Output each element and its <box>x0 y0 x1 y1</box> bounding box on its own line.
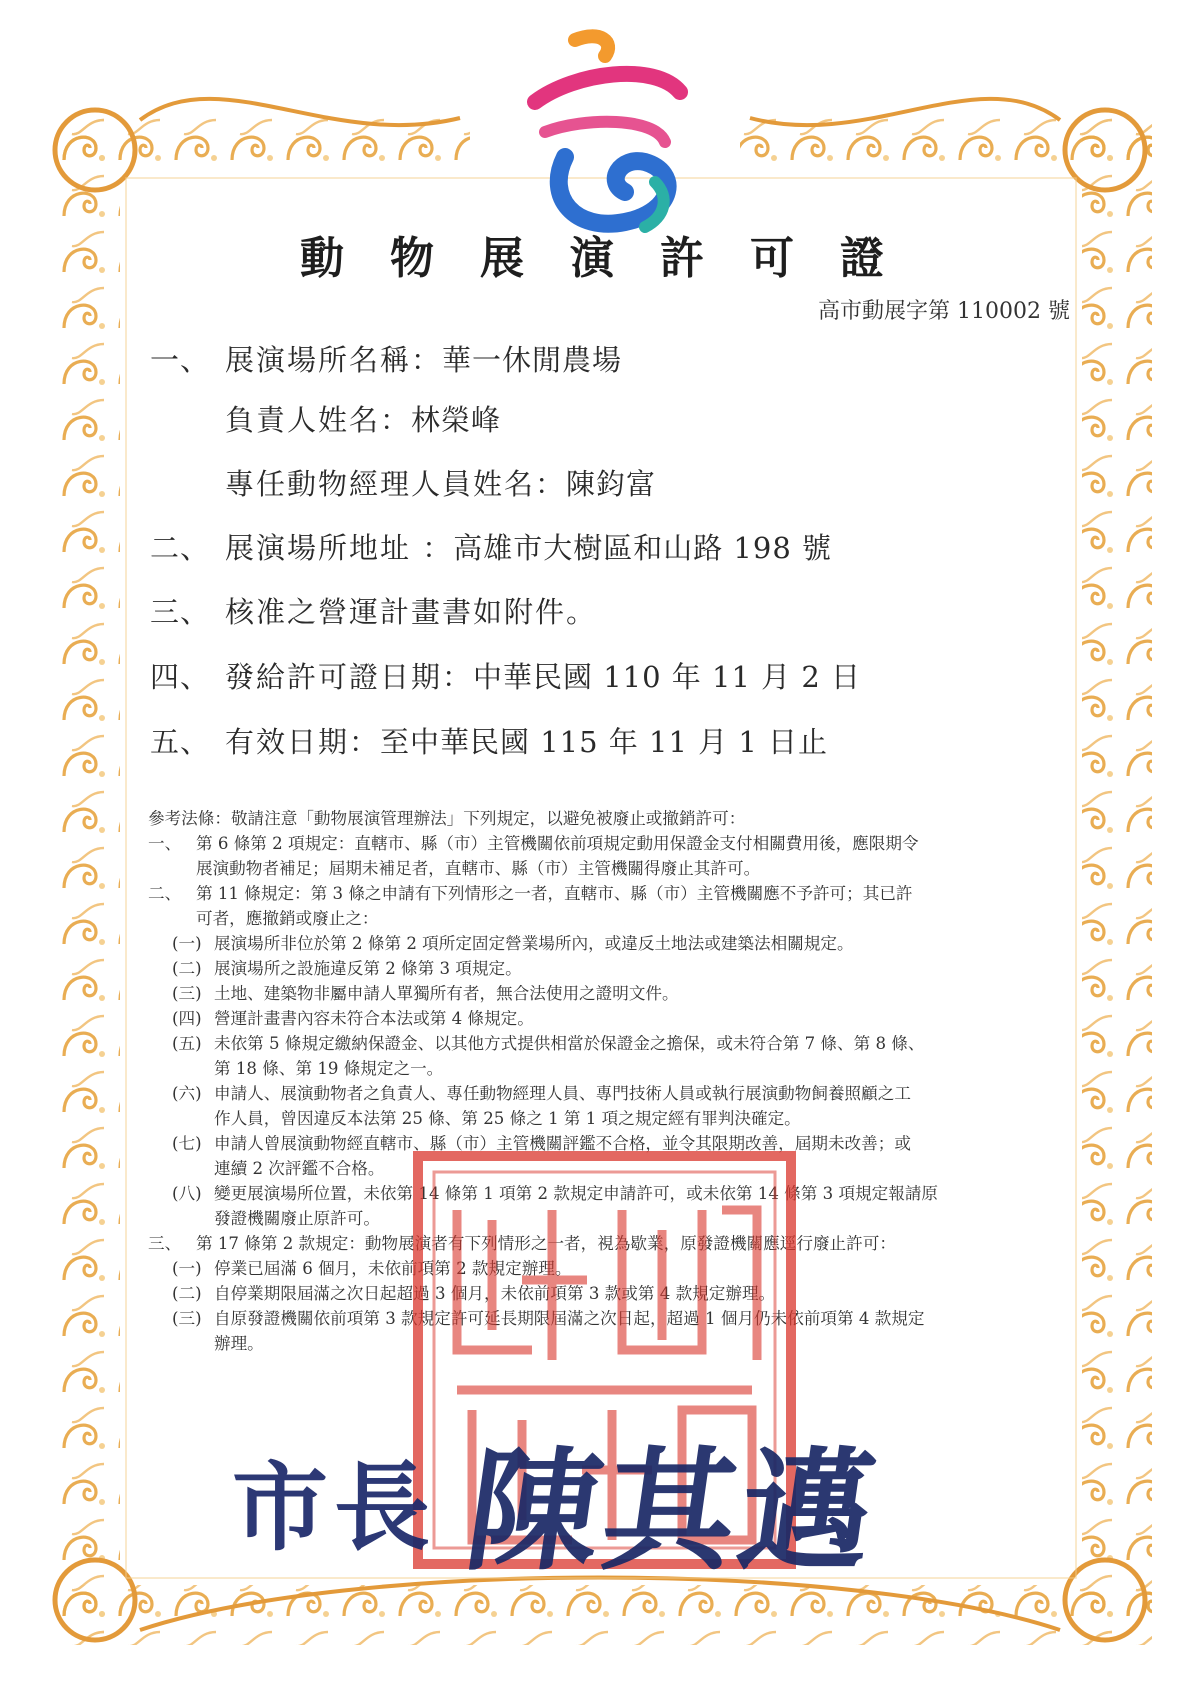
field-owner-name <box>150 398 501 439</box>
field-issue-date <box>150 655 861 696</box>
note-prefix: 三、 <box>148 1234 182 1253</box>
note-text: 第 18 條、第 19 條規定之一。 <box>214 1059 444 1078</box>
field-label: 展演場所名稱： <box>225 343 443 377</box>
note-prefix: (二) <box>172 1284 202 1303</box>
field-label: 專任動物經理人員姓名： <box>225 467 567 501</box>
note-prefix: (二) <box>172 959 202 978</box>
field-label: 有效日期： <box>225 725 381 759</box>
kaohsiung-city-logo <box>505 22 705 242</box>
note-text: 可者，應撤銷或廢止之： <box>196 909 379 928</box>
field-value: 高雄市大樹區和山路 198 號 <box>453 531 833 565</box>
field-value: 林榮峰 <box>411 403 502 437</box>
note-text: 發證機關廢止原許可。 <box>214 1209 380 1228</box>
note-line <box>148 856 1048 881</box>
note-line <box>148 831 1048 856</box>
note-prefix: (六) <box>172 1084 202 1103</box>
note-text: 展演動物者補足；屆期未補足者，直轄市、縣（市）主管機關得廢止其許可。 <box>196 859 761 878</box>
note-line <box>148 931 1048 956</box>
note-text: 第 17 條第 2 款規定：動物展演者有下列情形之一者，視為歇業，原發證機關應逕行廢止許可： <box>196 1234 896 1253</box>
note-prefix: (四) <box>172 1009 202 1028</box>
note-text: 辦理。 <box>214 1334 264 1353</box>
field-value: 至中華民國 115 年 11 月 1 日止 <box>380 725 829 759</box>
note-prefix: (三) <box>172 1309 202 1328</box>
field-number: 二、 <box>150 531 211 565</box>
field-label: 負責人姓名： <box>225 403 412 437</box>
notes-intro: 參考法條：敬請注意「動物展演管理辦法」下列規定，以避免被廢止或撤銷許可： <box>148 809 746 828</box>
handwritten-signature: 陳其邁 <box>457 1434 888 1589</box>
note-prefix: (七) <box>172 1134 202 1153</box>
field-venue-address <box>150 526 832 567</box>
note-prefix: (一) <box>172 934 202 953</box>
field-number: 一、 <box>150 343 211 377</box>
note-text: 展演場所非位於第 2 條第 2 項所定固定營業場所內，或違反土地法或建築法相關規定。 <box>214 934 854 953</box>
note-prefix: (三) <box>172 984 202 1003</box>
note-line <box>148 1031 1048 1056</box>
permit-number: 高市動展字第 110002 號 <box>818 299 1070 324</box>
note-prefix: (一) <box>172 1259 202 1278</box>
note-line <box>148 1056 1048 1081</box>
note-line <box>148 981 1048 1006</box>
field-manager-name <box>150 462 656 503</box>
note-line <box>148 1081 1048 1106</box>
field-operation-plan <box>150 590 597 631</box>
note-text: 第 11 條規定：第 3 條之申請有下列情形之一者，直轄市、縣（市）主管機關應不予許可；其已許 <box>196 884 913 903</box>
field-label: 展演場所地址 ： <box>225 531 454 565</box>
signature-title: 市長 <box>232 1451 436 1564</box>
field-value: 陳鈞富 <box>566 467 657 501</box>
note-text: 連續 2 次評鑑不合格。 <box>214 1159 385 1178</box>
note-text: 作人員，曾因違反本法第 25 條、第 25 條之 1 第 1 項之規定經有罪判決確定。 <box>214 1109 801 1128</box>
note-line <box>148 956 1048 981</box>
note-text: 變更展演場所位置，未依第 14 條第 1 項第 2 款規定申請許可，或未依第 14 條第 3 項規定報請原 <box>214 1184 939 1203</box>
note-line <box>148 906 1048 931</box>
note-line <box>148 1106 1048 1131</box>
note-prefix: (八) <box>172 1184 202 1203</box>
note-prefix: 二、 <box>148 884 182 903</box>
field-valid-until <box>150 720 828 761</box>
field-number: 三、 <box>150 595 211 629</box>
note-text: 營運計畫書內容未符合本法或第 4 條規定。 <box>214 1009 534 1028</box>
note-line <box>148 1006 1048 1031</box>
document-title: 動物展演許可證 <box>300 233 930 284</box>
note-text: 未依第 5 條規定繳納保證金、以其他方式提供相當於保證金之擔保，或未符合第 7 條、第 8 條、 <box>214 1034 925 1053</box>
note-text: 展演場所之設施違反第 2 條第 3 項規定。 <box>214 959 522 978</box>
note-line <box>148 881 1048 906</box>
note-text: 自停業期限屆滿之次日起超過 3 個月，未依前項第 3 款或第 4 款規定辦理。 <box>214 1284 776 1303</box>
note-text: 自原發證機關依前項第 3 款規定許可延長期限屆滿之次日起，超過 1 個月仍未依前項第 4 款規定 <box>214 1309 925 1328</box>
note-prefix: 一、 <box>148 834 182 853</box>
field-label: 發給許可證日期： <box>225 660 474 694</box>
note-prefix: (五) <box>172 1034 202 1053</box>
note-text: 土地、建築物非屬申請人單獨所有者，無合法使用之證明文件。 <box>214 984 679 1003</box>
note-text: 停業已屆滿 6 個月，未依前項第 2 款規定辦理。 <box>214 1259 572 1278</box>
field-number: 五、 <box>150 725 211 759</box>
note-text: 申請人、展演動物者之負責人、專任動物經理人員、專門技術人員或執行展演動物飼養照顧之工 <box>214 1084 911 1103</box>
field-value: 華一休閒農場 <box>442 343 623 377</box>
note-text: 第 6 條第 2 項規定：直轄市、縣（市）主管機關依前項規定動用保證金支付相關費用後，應限期令 <box>196 834 919 853</box>
field-venue-name <box>150 338 622 379</box>
field-label: 核准之營運計畫書如附件。 <box>225 595 598 629</box>
note-text: 申請人曾展演動物經直轄市、縣（市）主管機關評鑑不合格，並令其限期改善，屆期未改善；或 <box>214 1134 911 1153</box>
field-value: 中華民國 110 年 11 月 2 日 <box>473 660 862 694</box>
field-number: 四、 <box>150 660 211 694</box>
